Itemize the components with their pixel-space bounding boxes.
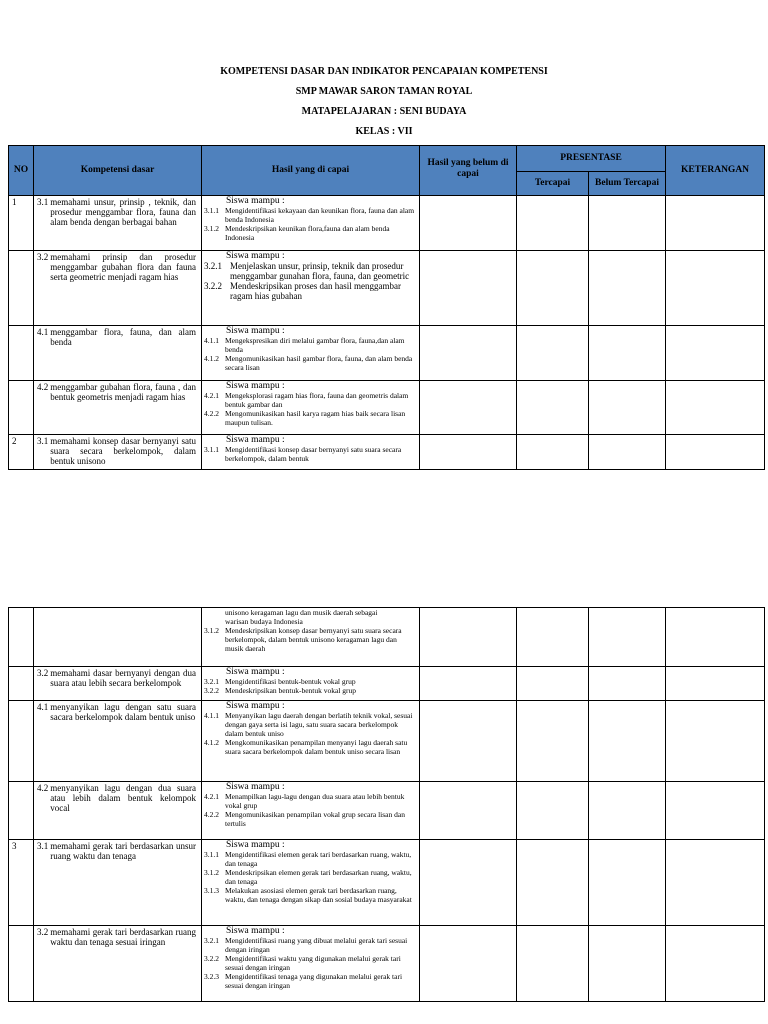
cell-hasil-belum [420, 667, 517, 701]
indicator-number: 3.1.2 [204, 626, 219, 635]
cell-no [9, 251, 34, 326]
indicator-item [204, 738, 416, 756]
competency-table-top [8, 145, 765, 470]
cell-kompetensi-dasar [34, 381, 202, 435]
indicator-number: 4.1.1 [204, 711, 219, 720]
indicator-text: Mengidentifikasi bentuk-bentuk vokal grup [225, 677, 356, 686]
header-kompetensi-dasar: Kompetensi dasar [34, 146, 202, 196]
indicator-number: 4.1.1 [204, 336, 219, 345]
table-row [9, 840, 765, 926]
class-name: KELAS : VII [355, 126, 413, 137]
cell-kompetensi-dasar [34, 667, 202, 701]
cell-belum-tercapai [589, 840, 666, 926]
cell-keterangan [666, 251, 765, 326]
cell-hasil-dicapai [202, 608, 420, 667]
cell-keterangan [666, 196, 765, 251]
kd-number: 3.2 [37, 252, 49, 262]
indicator-text: Mendeskripsikan proses dan hasil menggambar ragam hias gubahan [230, 281, 401, 301]
cell-kompetensi-dasar [34, 608, 202, 667]
cell-belum-tercapai [589, 326, 666, 381]
table-row [9, 326, 765, 381]
cell-tercapai [517, 435, 589, 470]
cell-hasil-dicapai [202, 782, 420, 840]
cell-hasil-belum [420, 701, 517, 782]
cell-belum-tercapai [589, 608, 666, 667]
cell-belum-tercapai [589, 926, 666, 1002]
cell-belum-tercapai [589, 251, 666, 326]
indicator-text: Mendeskripsikan konsep dasar bernyanyi satu suara secara berkelompok, dalam bentuk unisono keragaman lagu dan musik daerah [225, 626, 402, 653]
cell-hasil-belum [420, 782, 517, 840]
kd-number: 4.2 [37, 382, 49, 392]
cell-no [9, 701, 34, 782]
siswa-mampu-label: Siswa mampu : [226, 840, 285, 850]
cell-belum-tercapai [589, 782, 666, 840]
cell-tercapai [517, 608, 589, 667]
cell-keterangan [666, 926, 765, 1002]
cell-keterangan [666, 840, 765, 926]
indicator-item [204, 954, 416, 972]
siswa-mampu-label: Siswa mampu : [226, 251, 285, 261]
indicator-number: 3.2.1 [204, 936, 219, 945]
kd-text: memahami gerak tari berdasarkan ruang waktu dan tenaga sesuai iringan [50, 927, 196, 947]
kd-text: memahami dasar bernyanyi dengan dua suara atau lebih secara berkelompok [50, 668, 196, 688]
subject-name: MATAPELAJARAN : SENI BUDAYA [301, 106, 467, 117]
indicator-text: Mengidentifikasi waktu yang digunakan melalui gerak tari sesuai dengan iringan [225, 954, 401, 972]
indicator-text: Mengekspresikan diri melalui gambar flora, fauna,dan alam benda [225, 336, 405, 354]
cell-hasil-belum [420, 381, 517, 435]
cell-tercapai [517, 782, 589, 840]
cell-hasil-dicapai [202, 381, 420, 435]
indicator-text: Mengomunikasikan penampilan vokal grup secara lisan dan tertulis [225, 810, 405, 828]
indicator-number: 3.1.1 [204, 206, 219, 215]
indicator-continued: warisan budaya Indonesia [225, 617, 303, 626]
siswa-mampu-label: Siswa mampu : [226, 435, 285, 445]
table-row [9, 701, 765, 782]
table-row [9, 435, 765, 470]
kd-text: menyanyikan lagu dengan dua suara atau lebih dalam bentuk kelompok vocal [50, 783, 196, 813]
kd-number: 3.1 [37, 197, 49, 207]
indicator-number: 3.1.2 [204, 224, 219, 233]
cell-keterangan [666, 701, 765, 782]
cell-kompetensi-dasar [34, 782, 202, 840]
cell-hasil-belum [420, 326, 517, 381]
kd-number: 3.1 [37, 436, 49, 446]
indicator-item [204, 936, 416, 954]
indicator-number: 4.1.2 [204, 354, 219, 363]
indicator-text: Mengidentifikasi konsep dasar bernyanyi satu suara secara berkelompok, dalam bentuk [225, 445, 402, 463]
cell-no [9, 782, 34, 840]
cell-hasil-belum [420, 435, 517, 470]
cell-keterangan [666, 667, 765, 701]
table-row [9, 196, 765, 251]
cell-hasil-belum [420, 926, 517, 1002]
cell-tercapai [517, 381, 589, 435]
indicator-text: Mengidentifikasi elemen gerak tari berdasarkan ruang, waktu, dan tenaga [225, 850, 412, 868]
kd-text: menyanyikan lagu dengan satu suara sacara berkelompok dalam bentuk uniso [50, 702, 196, 722]
cell-kompetensi-dasar [34, 196, 202, 251]
indicator-item [204, 711, 416, 738]
indicator-item [204, 810, 416, 828]
cell-keterangan [666, 381, 765, 435]
cell-no [9, 196, 34, 251]
row-number: 1 [12, 197, 17, 207]
cell-hasil-dicapai [202, 701, 420, 782]
cell-tercapai [517, 701, 589, 782]
header-tercapai: Tercapai [517, 172, 589, 196]
cell-tercapai [517, 326, 589, 381]
indicator-text: Mengkomunikasikan penampilan menyanyi lagu daerah satu suara sacara berkelompok dalam bentuk uniso secara lisan [225, 738, 408, 756]
indicator-text: Menjelaskan unsur, prinsip, teknik dan prosedur menggambar gunahan flora, fauna, dan geometric [230, 261, 410, 281]
indicator-number: 3.2.2 [204, 281, 222, 291]
document-title: KOMPETENSI DASAR DAN INDIKATOR PENCAPAIAN KOMPETENSI [220, 66, 548, 77]
indicator-text: Mengidentifikasi ruang yang dibuat melalui gerak tari sesuai dengan iringan [225, 936, 408, 954]
siswa-mampu-label: Siswa mampu : [226, 326, 285, 336]
indicator-item [204, 886, 416, 904]
indicator-text: Melakukan asosiasi elemen gerak tari berdasarkan ruang, waktu, dan tenaga dengan sikap dan sosial budaya masyarakat [225, 886, 412, 904]
kd-number: 4.2 [37, 783, 49, 793]
indicator-text: Mendeskripsikan bentuk-bentuk vokal grup [225, 686, 357, 695]
cell-no [9, 926, 34, 1002]
school-name: SMP MAWAR SARON TAMAN ROYAL [295, 86, 473, 97]
indicator-item [204, 792, 416, 810]
indicator-item [204, 850, 416, 868]
indicator-number: 3.2.2 [204, 954, 219, 963]
table-row [9, 608, 765, 667]
indicator-number: 4.2.2 [204, 810, 219, 819]
table-row [9, 667, 765, 701]
cell-belum-tercapai [589, 435, 666, 470]
indicator-text: Mengeksplorasi ragam hias flora, fauna dan geometris dalam bentuk gambar dan [225, 391, 409, 409]
indicator-text: Mengidentifikasi kekayaan dan keunikan flora, fauna dan alam benda Indonesia [225, 206, 415, 224]
indicator-text: Mendeskripsikan elemen gerak tari berdasarkan ruang, waktu, dan tenaga [225, 868, 412, 886]
cell-hasil-dicapai [202, 926, 420, 1002]
kd-number: 4.1 [37, 327, 49, 337]
cell-kompetensi-dasar [34, 251, 202, 326]
header-keterangan: KETERANGAN [666, 146, 765, 196]
table-top-body [9, 196, 765, 470]
indicator-number: 4.2.2 [204, 409, 219, 418]
indicator-text: Mendeskripsikan keunikan flora,fauna dan alam benda Indonesia [225, 224, 390, 242]
indicator-number: 3.2.2 [204, 686, 219, 695]
indicator-item [204, 686, 416, 695]
indicator-item [204, 281, 416, 301]
cell-hasil-belum [420, 840, 517, 926]
cell-hasil-belum [420, 196, 517, 251]
header-hasil-belum-dicapai: Hasil yang belum di capai [420, 146, 517, 196]
cell-no [9, 608, 34, 667]
cell-hasil-dicapai [202, 840, 420, 926]
table-row [9, 782, 765, 840]
indicator-item [204, 972, 416, 990]
indicator-number: 4.2.1 [204, 792, 219, 801]
row-number: 2 [12, 436, 17, 446]
cell-kompetensi-dasar [34, 840, 202, 926]
indicator-text: Menyanyikan lagu daerah dengan berlatih teknik vokal, sesuai dengan gaya serta isi lagu, satu suara sacara berkelompok dalam bentuk uniso [225, 711, 413, 738]
indicator-number: 3.2.1 [204, 677, 219, 686]
indicator-text: Mengomunikasikan hasil karya ragam hias baik secara lisan maupun tulisan. [225, 409, 406, 427]
indicator-number: 3.1.1 [204, 445, 219, 454]
cell-belum-tercapai [589, 196, 666, 251]
cell-hasil-dicapai [202, 435, 420, 470]
cell-hasil-dicapai [202, 251, 420, 326]
kd-text: memahami konsep dasar bernyanyi satu suara secara berkelompok, dalam bentuk unisono [50, 436, 196, 466]
cell-keterangan [666, 435, 765, 470]
cell-kompetensi-dasar [34, 326, 202, 381]
cell-hasil-dicapai [202, 667, 420, 701]
kd-number: 3.1 [37, 841, 49, 851]
cell-belum-tercapai [589, 701, 666, 782]
kd-text: menggambar gubahan flora, fauna , dan bentuk geometris menjadi ragam hias [50, 382, 196, 402]
kd-text: menggambar flora, fauna, dan alam benda [50, 327, 196, 347]
cell-hasil-belum [420, 608, 517, 667]
header-presentase: PRESENTASE [517, 146, 666, 172]
table-row [9, 251, 765, 326]
indicator-number: 3.2.1 [204, 261, 222, 271]
cell-belum-tercapai [589, 381, 666, 435]
kd-text: memahami unsur, prinsip , teknik, dan prosedur menggambar flora, fauna dan alam benda dengan berbagai bahan [50, 197, 196, 227]
cell-keterangan [666, 608, 765, 667]
cell-kompetensi-dasar [34, 701, 202, 782]
cell-kompetensi-dasar [34, 926, 202, 1002]
cell-no [9, 435, 34, 470]
indicator-number: 3.1.2 [204, 868, 219, 877]
cell-kompetensi-dasar [34, 435, 202, 470]
siswa-mampu-label: Siswa mampu : [226, 667, 285, 677]
kd-number: 3.2 [37, 927, 49, 937]
indicator-item [204, 224, 416, 242]
indicator-item [204, 445, 416, 463]
indicator-item [204, 868, 416, 886]
siswa-mampu-label: Siswa mampu : [226, 926, 285, 936]
siswa-mampu-label: Siswa mampu : [226, 701, 285, 711]
indicator-text: Menampilkan lagu-lagu dengan dua suara atau lebih bentuk vokal grup [225, 792, 405, 810]
cell-keterangan [666, 326, 765, 381]
competency-table-bottom [8, 607, 765, 1002]
kd-number: 4.1 [37, 702, 49, 712]
siswa-mampu-label: Siswa mampu : [226, 782, 285, 792]
cell-no [9, 381, 34, 435]
cell-hasil-belum [420, 251, 517, 326]
row-number: 3 [12, 841, 17, 851]
indicator-item [204, 354, 416, 372]
table-row [9, 926, 765, 1002]
kd-text: memahami gerak tari berdasarkan unsur ruang waktu dan tenaga [50, 841, 196, 861]
header-belum-tercapai: Belum Tercapai [589, 172, 666, 196]
cell-tercapai [517, 926, 589, 1002]
cell-no [9, 326, 34, 381]
cell-tercapai [517, 667, 589, 701]
cell-no [9, 840, 34, 926]
indicator-item [204, 626, 416, 653]
indicator-number: 4.1.2 [204, 738, 219, 747]
indicator-item [204, 677, 416, 686]
document-header [0, 62, 768, 142]
cell-tercapai [517, 196, 589, 251]
indicator-item [204, 336, 416, 354]
indicator-number: 3.2.3 [204, 972, 219, 981]
header-no: NO [9, 146, 34, 196]
cell-belum-tercapai [589, 667, 666, 701]
cell-hasil-dicapai [202, 196, 420, 251]
indicator-item [204, 409, 416, 427]
cell-tercapai [517, 840, 589, 926]
indicator-item [204, 391, 416, 409]
cell-hasil-dicapai [202, 326, 420, 381]
table-row [9, 381, 765, 435]
table-bottom-body [9, 608, 765, 1002]
indicator-number: 3.1.3 [204, 886, 219, 895]
indicator-item [204, 261, 416, 281]
indicator-item [204, 206, 416, 224]
indicator-text: Mengomunikasikan hasil gambar flora, fauna, dan alam benda secara lisan [225, 354, 413, 372]
siswa-mampu-label: Siswa mampu : [226, 196, 285, 206]
cell-tercapai [517, 251, 589, 326]
cell-no [9, 667, 34, 701]
kd-number: 3.2 [37, 668, 49, 678]
kd-text: memahami prinsip dan prosedur menggambar gubahan flora dan fauna serta geometric menjadi ragam hias [50, 252, 196, 282]
indicator-continued: unisono keragaman lagu dan musik daerah sebagai [225, 608, 378, 617]
indicator-number: 3.1.1 [204, 850, 219, 859]
indicator-number: 4.2.1 [204, 391, 219, 400]
header-hasil-dicapai: Hasil yang di capai [202, 146, 420, 196]
siswa-mampu-label: Siswa mampu : [226, 381, 285, 391]
cell-keterangan [666, 782, 765, 840]
indicator-text: Mengidentifikasi tenaga yang digunakan melalui gerak tari sesuai dengan iringan [225, 972, 403, 990]
